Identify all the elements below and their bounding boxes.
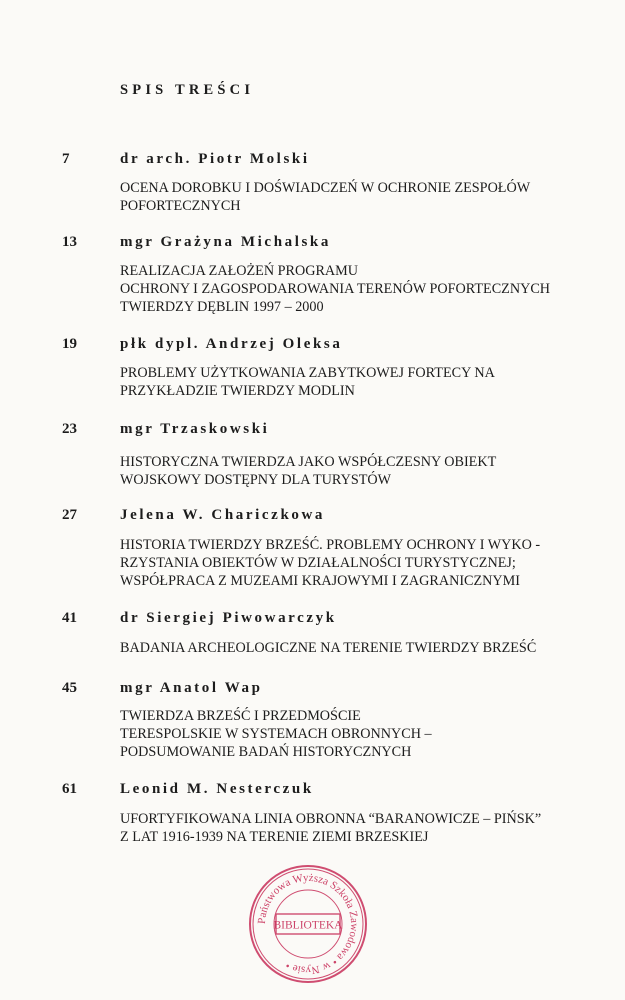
author-name: mgr Anatol Wap	[120, 680, 263, 696]
article-title	[120, 639, 620, 657]
title-line: PROBLEMY UŻYTKOWANIA ZABYTKOWEJ FORTECY NA	[120, 365, 495, 381]
page-number: 27	[62, 507, 77, 523]
title-line: UFORTYFIKOWANA LINIA OBRONNA “BARANOWICZE – PIŃSK”	[120, 811, 542, 827]
author-name: Leonid M. Nesterczuk	[120, 781, 314, 797]
article-title	[120, 179, 620, 215]
title-line: WSPÓŁPRACA Z MUZEAMI KRAJOWYMI I ZAGRANICZNYMI	[120, 573, 521, 589]
title-line: HISTORYCZNA TWIERDZA JAKO WSPÓŁCZESNY OBIEKT	[120, 454, 497, 470]
article-title	[120, 262, 620, 316]
title-line: REALIZACJA ZAŁOŻEŃ PROGRAMU	[120, 263, 359, 279]
page-number: 23	[62, 421, 77, 437]
title-line: WOJSKOWY DOSTĘPNY DLA TURYSTÓW	[120, 472, 392, 488]
article-title	[120, 707, 620, 761]
article-title	[120, 453, 620, 489]
title-line: HISTORIA TWIERDZY BRZEŚĆ. PROBLEMY OCHRONY I WYKO -	[120, 537, 541, 553]
title-line: PRZYKŁADZIE TWIERDZY MODLIN	[120, 383, 355, 399]
title-line: TERESPOLSKIE W SYSTEMACH OBRONNYCH –	[120, 726, 432, 742]
author-name: mgr Trzaskowski	[120, 421, 270, 437]
page-number: 19	[62, 336, 77, 352]
title-line: TWIERDZY DĘBLIN 1997 – 2000	[120, 299, 324, 315]
page-number: 7	[62, 151, 70, 167]
author-name: dr arch. Piotr Molski	[120, 151, 310, 167]
title-line: BADANIA ARCHEOLOGICZNE NA TERENIE TWIERDZY BRZEŚĆ	[120, 640, 537, 656]
author-name: dr Siergiej Piwowarczyk	[120, 610, 337, 626]
title-line: PODSUMOWANIE BADAŃ HISTORYCZNYCH	[120, 744, 412, 760]
article-title	[120, 364, 620, 400]
title-line: RZYSTANIA OBIEKTÓW W DZIAŁALNOŚCI TURYSTYCZNEJ;	[120, 555, 516, 571]
title-line: OCENA DOROBKU I DOŚWIADCZEŃ W OCHRONIE ZESPOŁÓW	[120, 180, 531, 196]
title-line: POFORTECZNYCH	[120, 198, 241, 214]
page-number: 13	[62, 234, 77, 250]
title-line: TWIERDZA BRZEŚĆ I PRZEDMOŚCIE	[120, 708, 361, 724]
toc-heading: SPIS TREŚCI	[120, 82, 255, 98]
page-number: 61	[62, 781, 77, 797]
author-name: Jelena W. Chariczkowa	[120, 507, 326, 523]
title-line: OCHRONY I ZAGOSPODAROWANIA TERENÓW POFORTECZNYCH	[120, 281, 551, 297]
page-number: 45	[62, 680, 77, 696]
page-number: 41	[62, 610, 77, 626]
author-name: płk dypl. Andrzej Oleksa	[120, 336, 343, 352]
author-name: mgr Grażyna Michalska	[120, 234, 331, 250]
title-line: Z LAT 1916-1939 NA TERENIE ZIEMI BRZESKIEJ	[120, 829, 429, 845]
article-title	[120, 536, 620, 590]
article-title	[120, 810, 620, 846]
stamp-ring-text: Państwowa Wyższa Szkoła Zawodowa • w Nysie •	[255, 871, 361, 977]
library-stamp	[246, 862, 370, 986]
stamp-center-text: BIBLIOTEKA	[273, 919, 343, 932]
